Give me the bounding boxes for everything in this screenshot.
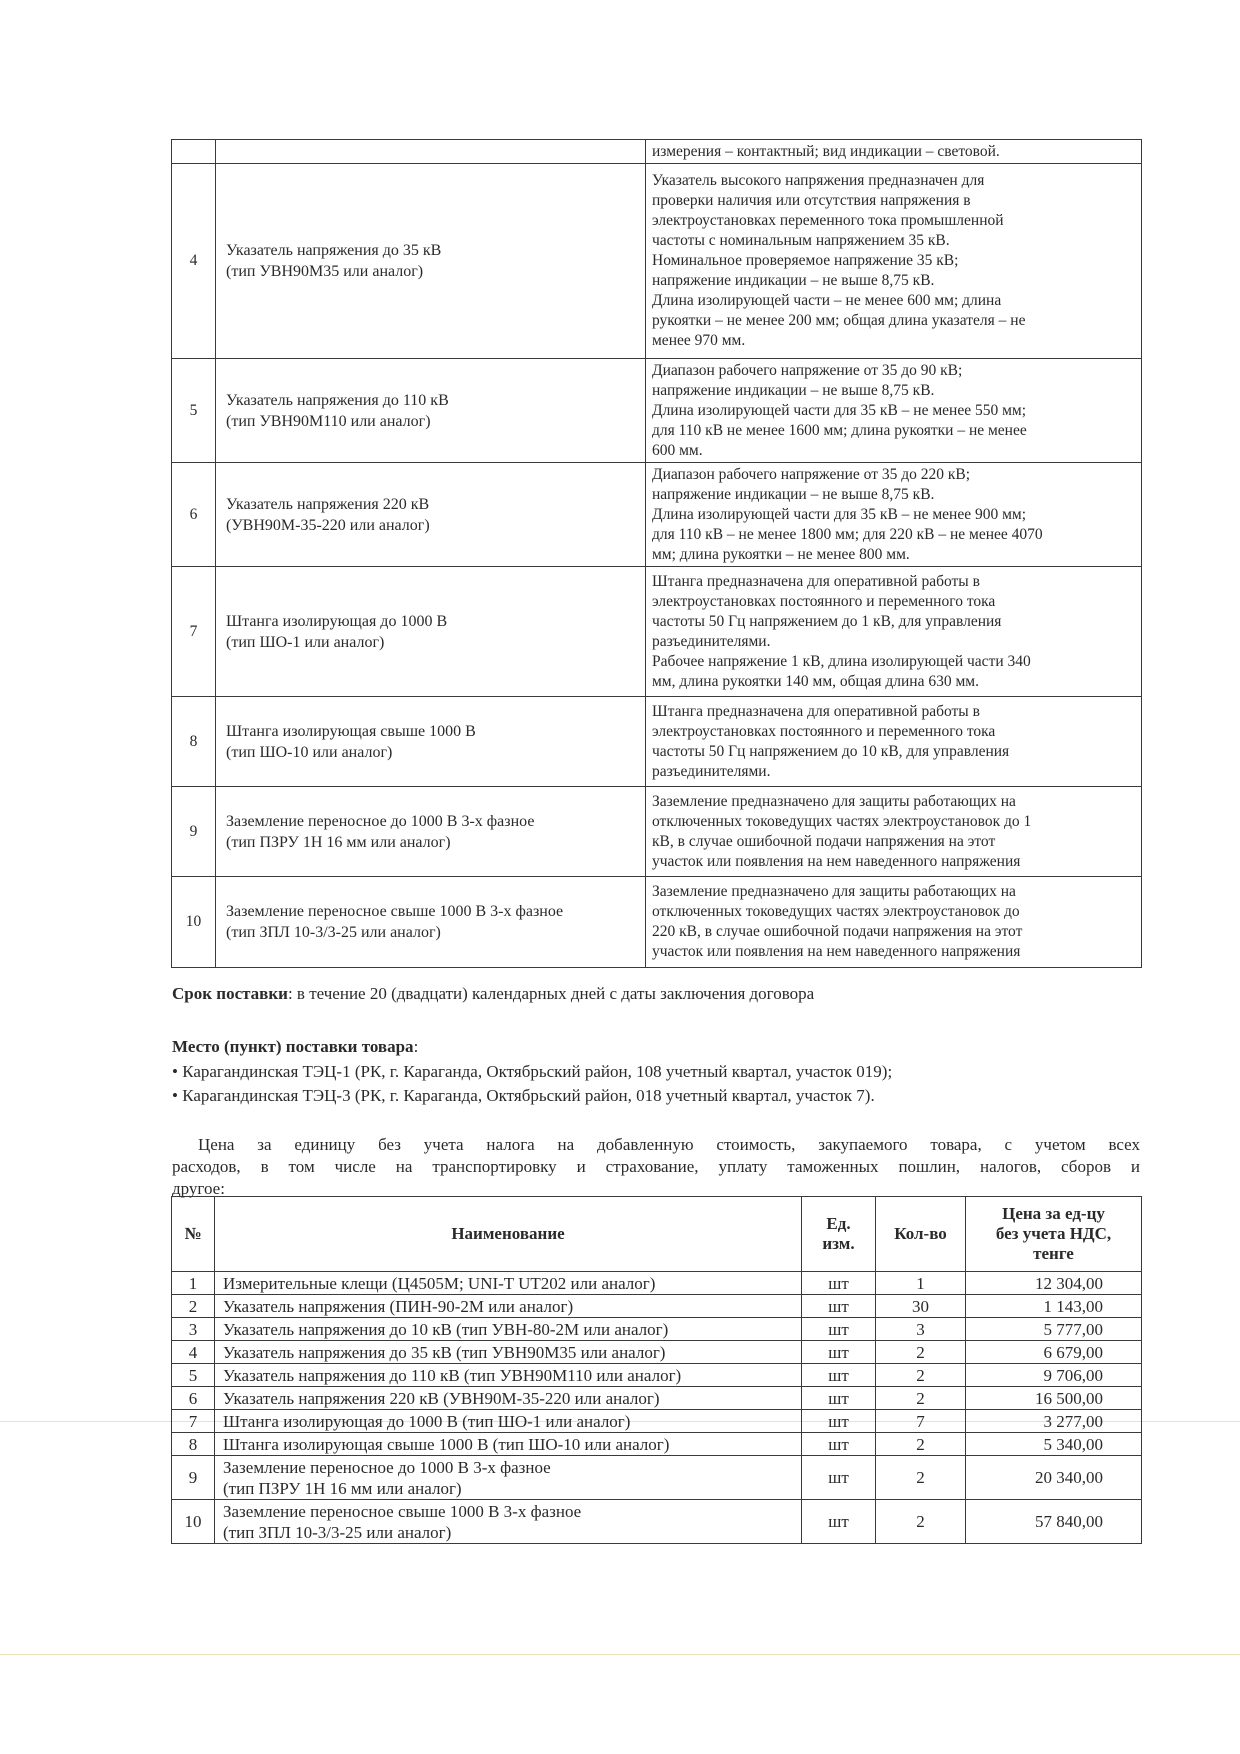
price-row — [172, 1433, 1142, 1456]
delivery-place-colon: : — [413, 1037, 419, 1056]
price-row-qty: 7 — [876, 1410, 966, 1433]
price-row-name — [215, 1433, 802, 1456]
price-row-name — [215, 1272, 802, 1295]
price-row-number: 6 — [172, 1387, 215, 1410]
spec-row — [172, 787, 1142, 877]
spec-name-line: (тип ПЗРУ 1Н 16 мм или аналог) — [226, 833, 451, 851]
price-row-name — [215, 1318, 802, 1341]
spec-description-line: Штанга предназначена для оперативной работы в — [652, 572, 980, 590]
specification-table-body — [172, 140, 1142, 968]
price-table — [171, 1196, 1142, 1544]
spec-description-line: Заземление предназначено для защиты работающих на — [652, 792, 1016, 810]
price-name-line: Указатель напряжения 220 кВ (УВН90М-35-220 или аналог) — [223, 1388, 660, 1408]
price-row-price: 5 340,00 — [966, 1433, 1142, 1456]
header-price-line: без учета НДС, — [995, 1224, 1112, 1243]
spec-name-line: (тип ЗПЛ 10-3/3-25 или аналог) — [226, 924, 441, 941]
header-price — [966, 1197, 1142, 1272]
price-row-name — [215, 1500, 802, 1544]
spec-description-line: участок или появления на нем наведенного напряжения — [652, 943, 1021, 960]
spec-row-name — [216, 877, 646, 968]
price-row — [172, 1341, 1142, 1364]
spec-description-line: Диапазон рабочего напряжение от 35 до 90 кВ; — [652, 361, 963, 379]
spec-row-number: 4 — [172, 164, 216, 359]
spec-row-name — [216, 787, 646, 877]
spec-description-line: участок или появления на нем наведенного напряжения — [652, 852, 1021, 870]
delivery-place-item — [172, 1061, 892, 1083]
header-num: № — [172, 1197, 215, 1272]
price-row-price: 5 777,00 — [966, 1318, 1142, 1341]
spec-name-line: Указатель напряжения 220 кВ — [226, 495, 430, 513]
spec-description-line: электроустановках переменного тока промышленной — [652, 212, 1004, 229]
bullet-icon: • — [172, 1086, 178, 1105]
spec-description-line: электроустановках постоянного и переменного тока — [652, 722, 996, 740]
spec-row-description — [646, 567, 1142, 697]
delivery-place-heading — [172, 1036, 418, 1058]
price-row-price: 3 277,00 — [966, 1410, 1142, 1433]
spec-name-line: (тип ШО-10 или аналог) — [226, 743, 393, 761]
spec-description-line: Указатель высокого напряжения предназначен для — [652, 172, 985, 189]
price-row-unit: шт — [802, 1500, 876, 1544]
spec-name-line: Штанга изолирующая свыше 1000 В — [226, 722, 476, 740]
spec-name-line: (тип ШО-1 или аналог) — [226, 633, 385, 651]
spec-row-description — [646, 787, 1142, 877]
spec-name-line: (УВН90М-35-220 или аналог) — [226, 516, 430, 534]
price-row-unit: шт — [802, 1410, 876, 1433]
spec-row-number: 10 — [172, 877, 216, 968]
spec-row-name — [216, 140, 646, 164]
delivery-term — [172, 983, 814, 1005]
price-row-price: 57 840,00 — [966, 1500, 1142, 1544]
delivery-term-text: : в течение 20 (двадцати) календарных дней с даты заключения договора — [287, 984, 815, 1003]
spec-row — [172, 140, 1142, 164]
price-row-qty: 30 — [876, 1295, 966, 1318]
spec-description-line: электроустановках постоянного и переменного тока — [652, 592, 996, 610]
spec-row — [172, 877, 1142, 968]
spec-description-line: мм, длина рукоятки 140 мм, общая длина 630 мм. — [652, 672, 979, 690]
price-row-unit: шт — [802, 1341, 876, 1364]
price-name-line: Измерительные клещи (Ц4505М; UNI-T UT202 или аналог) — [223, 1273, 656, 1293]
spec-name-line: Заземление переносное свыше 1000 В 3-х фазное — [226, 903, 564, 920]
spec-name-line: Указатель напряжения до 35 кВ — [226, 242, 442, 259]
price-row-qty: 2 — [876, 1364, 966, 1387]
price-row-qty: 2 — [876, 1387, 966, 1410]
price-row-unit: шт — [802, 1433, 876, 1456]
header-name: Наименование — [215, 1197, 802, 1272]
spec-row-name — [216, 567, 646, 697]
spec-row-name — [216, 697, 646, 787]
header-unit — [802, 1197, 876, 1272]
price-name-line: (тип ПЗРУ 1Н 16 мм или аналог) — [223, 1478, 462, 1498]
spec-row-description — [646, 359, 1142, 463]
price-name-line: Указатель напряжения (ПИН-90-2М или аналог) — [223, 1296, 574, 1316]
spec-description-line: кВ, в случае ошибочной подачи напряжения на этот — [652, 832, 996, 850]
price-row-number: 3 — [172, 1318, 215, 1341]
spec-description-line: напряжение индикации – не выше 8,75 кВ. — [652, 485, 935, 503]
price-row-name — [215, 1341, 802, 1364]
spec-row — [172, 567, 1142, 697]
price-row-name — [215, 1387, 802, 1410]
spec-row-number: 6 — [172, 463, 216, 567]
spec-description-line: Длина изолирующей части для 35 кВ – не менее 550 мм; — [652, 401, 1026, 419]
spec-name-line: Указатель напряжения до 110 кВ — [226, 391, 449, 409]
spec-row-number: 8 — [172, 697, 216, 787]
spec-row-number — [172, 140, 216, 164]
price-row-unit: шт — [802, 1318, 876, 1341]
spec-row — [172, 359, 1142, 463]
spec-description-line: мм; длина рукоятки – не менее 800 мм. — [652, 545, 910, 563]
price-row-qty: 1 — [876, 1272, 966, 1295]
spec-row — [172, 697, 1142, 787]
spec-row-description — [646, 164, 1142, 359]
bullet-icon: • — [172, 1062, 178, 1081]
spec-description-line: частоты с номинальным напряжением 35 кВ. — [652, 232, 950, 249]
price-row-price: 16 500,00 — [966, 1387, 1142, 1410]
spec-description-line: для 110 кВ не менее 1600 мм; длина рукоятки – не менее — [652, 421, 1027, 439]
price-row-qty: 2 — [876, 1341, 966, 1364]
price-table-body — [172, 1272, 1142, 1544]
price-row-unit: шт — [802, 1364, 876, 1387]
price-row — [172, 1295, 1142, 1318]
price-row — [172, 1272, 1142, 1295]
spec-description-line: частоты 50 Гц напряжением до 1 кВ, для управления — [652, 612, 1002, 630]
price-row — [172, 1410, 1142, 1433]
spec-description-line: частоты 50 Гц напряжением до 10 кВ, для управления — [652, 742, 1010, 760]
spec-description-line: для 110 кВ – не менее 1800 мм; для 220 кВ – не менее 4070 — [652, 525, 1043, 543]
price-row — [172, 1364, 1142, 1387]
spec-description-line: отключенных токоведущих частях электроустановок до 1 — [652, 812, 1032, 830]
spec-row-description — [646, 877, 1142, 968]
price-row-qty: 2 — [876, 1456, 966, 1500]
delivery-place-label: Место (пункт) поставки товара — [172, 1037, 414, 1056]
price-name-line: Указатель напряжения до 10 кВ (тип УВН-80-2М или аналог) — [223, 1319, 669, 1339]
spec-row-number: 5 — [172, 359, 216, 463]
spec-description-line: 220 кВ, в случае ошибочной подачи напряжения на этот — [652, 923, 1023, 940]
price-row-price: 6 679,00 — [966, 1341, 1142, 1364]
spec-description-line: Штанга предназначена для оперативной работы в — [652, 702, 980, 720]
price-row — [172, 1500, 1142, 1544]
spec-description-line: рукоятки – не менее 200 мм; общая длина указателя – не — [652, 312, 1026, 329]
price-name-line: Заземление переносное до 1000 В 3-х фазное — [223, 1457, 551, 1477]
spec-row-description — [646, 140, 1142, 164]
price-row-unit: шт — [802, 1456, 876, 1500]
delivery-term-label: Срок поставки — [172, 984, 288, 1003]
price-row — [172, 1456, 1142, 1500]
spec-description-line: напряжение индикации – не выше 8,75 кВ. — [652, 381, 935, 399]
price-row-name — [215, 1410, 802, 1433]
price-row-unit: шт — [802, 1272, 876, 1295]
spec-name-line: Заземление переносное до 1000 В 3-х фазное — [226, 812, 535, 830]
spec-name-line: (тип УВН90М35 или аналог) — [226, 263, 424, 280]
price-intro-line: другое: — [172, 1179, 225, 1198]
price-row-name — [215, 1456, 802, 1500]
price-table-header-row — [172, 1197, 1142, 1272]
price-name-line: Указатель напряжения до 35 кВ (тип УВН90М35 или аналог) — [223, 1342, 666, 1362]
price-row-number: 1 — [172, 1272, 215, 1295]
price-row-qty: 3 — [876, 1318, 966, 1341]
price-name-line: Заземление переносное свыше 1000 В 3-х фазное — [223, 1501, 582, 1521]
price-row-qty: 2 — [876, 1433, 966, 1456]
spec-name-line: (тип УВН90М110 или аналог) — [226, 412, 431, 430]
price-row-price: 20 340,00 — [966, 1456, 1142, 1500]
spec-description-line: Номинальное проверяемое напряжение 35 кВ; — [652, 252, 959, 269]
spec-description-line: менее 970 мм. — [652, 332, 746, 349]
price-row — [172, 1387, 1142, 1410]
price-row-number: 10 — [172, 1500, 215, 1544]
spec-row-number: 9 — [172, 787, 216, 877]
price-intro-line: Цена за единицу без учета налога на добавленную стоимость, закупаемого товара, с учетом всех — [198, 1135, 1140, 1154]
delivery-place-item — [172, 1085, 875, 1107]
price-row-number: 7 — [172, 1410, 215, 1433]
spec-row — [172, 164, 1142, 359]
spec-row-description — [646, 463, 1142, 567]
price-name-line: Штанга изолирующая свыше 1000 В (тип ШО-10 или аналог) — [223, 1434, 670, 1454]
price-row-number: 9 — [172, 1456, 215, 1500]
spec-description-line: измерения – контактный; вид индикации – световой. — [652, 142, 1000, 160]
spec-description-line: Длина изолирующей части – не менее 600 мм; длина — [652, 292, 1002, 309]
price-name-line: (тип ЗПЛ 10-3/3-25 или аналог) — [223, 1522, 452, 1542]
spec-row-number: 7 — [172, 567, 216, 697]
header-price-line: Цена за ед-цу — [1002, 1204, 1105, 1223]
price-row-name — [215, 1295, 802, 1318]
price-intro-line: расходов, в том числе на транспортировку и страхование, уплату таможенных пошлин, налогов, сборов и — [172, 1157, 1140, 1176]
spec-row — [172, 463, 1142, 567]
price-name-line: Указатель напряжения до 110 кВ (тип УВН90М110 или аналог) — [223, 1365, 682, 1385]
spec-description-line: Длина изолирующей части для 35 кВ – не менее 900 мм; — [652, 505, 1026, 523]
spec-description-line: напряжение индикации – не выше 8,75 кВ. — [652, 272, 935, 289]
price-row-price: 1 143,00 — [966, 1295, 1142, 1318]
spec-description-line: отключенных токоведущих частях электроустановок до — [652, 903, 1020, 920]
delivery-place-text: Карагандинская ТЭЦ-3 (РК, г. Караганда, Октябрьский район, 018 учетный квартал, участок 7). — [182, 1086, 875, 1105]
specification-table — [171, 139, 1142, 968]
spec-name-line: Штанга изолирующая до 1000 В — [226, 612, 448, 630]
spec-description-line: Заземление предназначено для защиты работающих на — [652, 883, 1016, 900]
delivery-place-text: Карагандинская ТЭЦ-1 (РК, г. Караганда, Октябрьский район, 108 учетный квартал, участок 019); — [182, 1062, 893, 1081]
price-row-number: 5 — [172, 1364, 215, 1387]
price-row-number: 4 — [172, 1341, 215, 1364]
price-row — [172, 1318, 1142, 1341]
spec-description-line: Рабочее напряжение 1 кВ, длина изолирующей части 340 — [652, 652, 1031, 670]
spec-row-description — [646, 697, 1142, 787]
price-row-unit: шт — [802, 1387, 876, 1410]
spec-description-line: разъединителями. — [652, 632, 771, 650]
price-name-line: Штанга изолирующая до 1000 В (тип ШО-1 или аналог) — [223, 1411, 631, 1431]
price-row-number: 8 — [172, 1433, 215, 1456]
scan-artifact-line — [0, 1654, 1240, 1655]
spec-description-line: проверки наличия или отсутствия напряжения в — [652, 192, 971, 209]
price-row-price: 12 304,00 — [966, 1272, 1142, 1295]
header-unit-line: изм. — [822, 1234, 855, 1253]
spec-description-line: Диапазон рабочего напряжение от 35 до 220 кВ; — [652, 465, 971, 483]
spec-description-line: разъединителями. — [652, 762, 771, 780]
price-row-price: 9 706,00 — [966, 1364, 1142, 1387]
price-row-unit: шт — [802, 1295, 876, 1318]
price-intro-paragraph — [172, 1134, 1140, 1200]
header-unit-line: Ед. — [826, 1214, 851, 1233]
spec-row-name — [216, 359, 646, 463]
spec-description-line: 600 мм. — [652, 441, 703, 459]
price-row-name — [215, 1364, 802, 1387]
price-row-qty: 2 — [876, 1500, 966, 1544]
spec-row-name — [216, 164, 646, 359]
header-qty: Кол-во — [876, 1197, 966, 1272]
price-row-number: 2 — [172, 1295, 215, 1318]
header-price-line: тенге — [1033, 1244, 1074, 1263]
spec-row-name — [216, 463, 646, 567]
